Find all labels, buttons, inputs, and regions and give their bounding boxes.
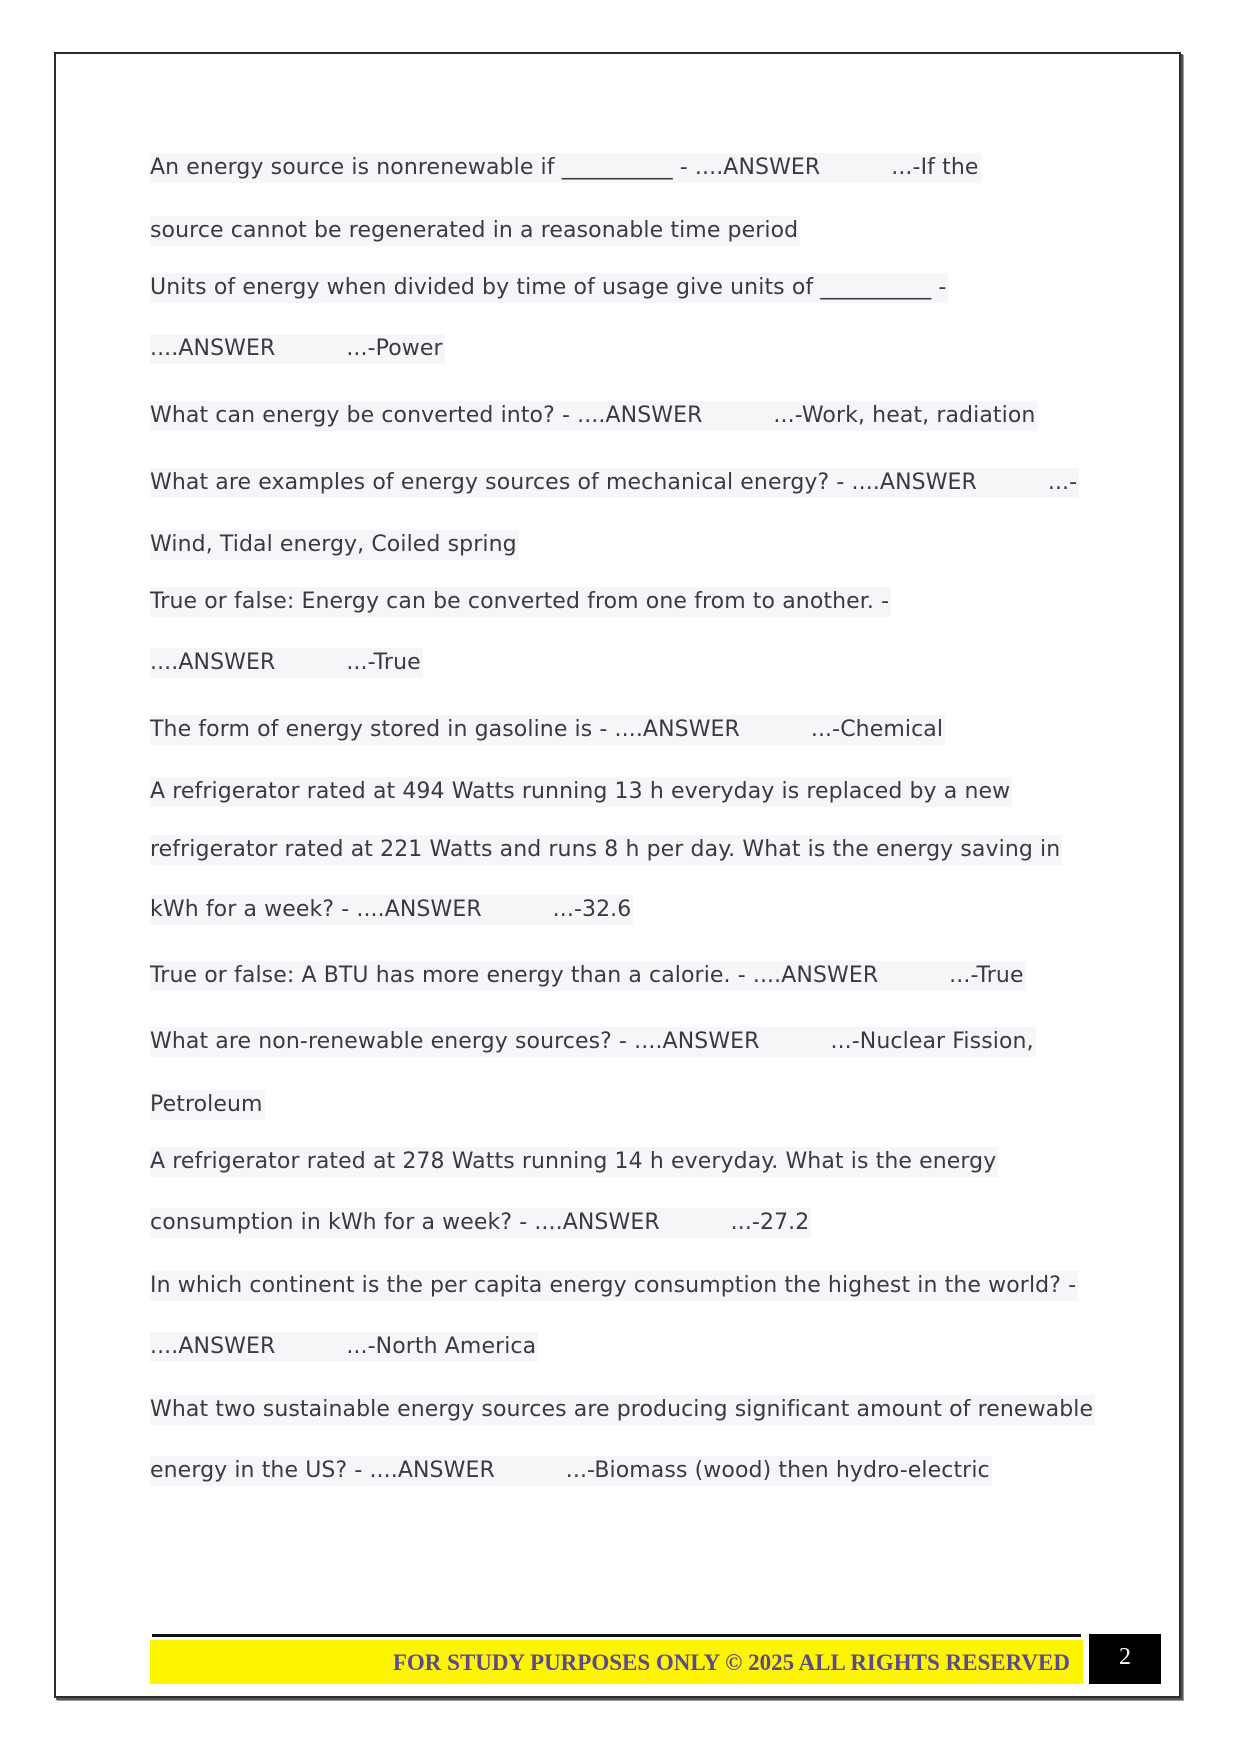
text-line: ....ANSWER ...-Power (150, 334, 445, 364)
text-line: ....ANSWER ...-North America (150, 1332, 538, 1362)
text-line: Petroleum (150, 1090, 265, 1120)
text-line: ....ANSWER ...-True (150, 648, 423, 678)
text-line: kWh for a week? - ....ANSWER ...-32.6 (150, 895, 633, 925)
text-line: Units of energy when divided by time of usage give units of __________ - (150, 273, 948, 303)
text-line: What can energy be converted into? - ....ANSWER ...-Work, heat, radiation (150, 401, 1037, 431)
text-line: The form of energy stored in gasoline is - ....ANSWER ...-Chemical (150, 715, 945, 745)
text-line: True or false: A BTU has more energy than a calorie. - ....ANSWER ...-True (150, 961, 1026, 991)
text-line: What are examples of energy sources of mechanical energy? - ....ANSWER ...- (150, 468, 1079, 498)
text-line: An energy source is nonrenewable if __________ - ....ANSWER ...-If the (150, 153, 981, 183)
text-line: refrigerator rated at 221 Watts and runs 8 h per day. What is the energy saving in (150, 835, 1062, 865)
footer-divider (152, 1634, 1081, 1637)
text-line: consumption in kWh for a week? - ....ANSWER ...-27.2 (150, 1208, 811, 1238)
text-line: A refrigerator rated at 278 Watts running 14 h everyday. What is the energy (150, 1147, 998, 1177)
footer-copyright: FOR STUDY PURPOSES ONLY © 2025 ALL RIGHTS RESERVED (392, 1650, 1070, 1675)
text-line: In which continent is the per capita energy consumption the highest in the world? - (150, 1271, 1078, 1301)
text-line: Wind, Tidal energy, Coiled spring (150, 530, 519, 560)
text-line: What two sustainable energy sources are producing significant amount of renewable (150, 1395, 1095, 1425)
text-line: source cannot be regenerated in a reasonable time period (150, 216, 800, 246)
text-line: energy in the US? - ....ANSWER ...-Biomass (wood) then hydro-electric (150, 1456, 992, 1486)
text-line: True or false: Energy can be converted from one from to another. - (150, 587, 891, 617)
text-line: What are non-renewable energy sources? - ....ANSWER ...-Nuclear Fission, (150, 1027, 1036, 1057)
page-number: 2 (1089, 1634, 1161, 1684)
text-line: A refrigerator rated at 494 Watts running 13 h everyday is replaced by a new (150, 777, 1012, 807)
